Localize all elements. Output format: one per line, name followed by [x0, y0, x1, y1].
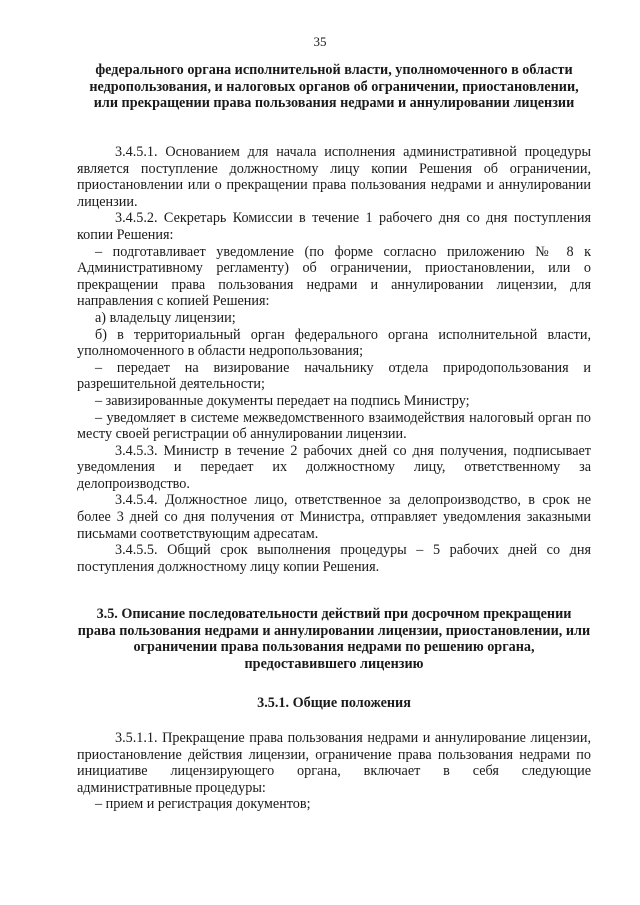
subsection-heading — [77, 695, 591, 712]
section-heading-3-5 — [77, 606, 591, 672]
paragraph: – передает на визирование начальнику отдела природопользования и разрешительной деятельности; — [77, 359, 591, 393]
heading-text: федерального органа исполнительной власти, уполномоченного в области недропользования, и налоговых органов об ограничении, приостановлении, или прекращении права пользования недрами и аннулировании лицензии — [89, 62, 579, 112]
paragraph: б) в территориальный орган федерального органа исполнительной власти, уполномоченного в области недропользования; — [77, 326, 591, 360]
procedure-paragraphs-3-5-1 — [77, 730, 591, 813]
paragraph: – подготавливает уведомление (по форме согласно приложению № 8 к Административному регламенту) об ограничении, приостановлении, или о прекращении права пользования недрами и аннулировании лицензии, для направления с копией Решения: — [77, 243, 591, 310]
paragraph: 3.4.5.2. Секретарь Комиссии в течение 1 рабочего дня со дня поступления копии Решения: — [77, 210, 591, 243]
paragraph: – уведомляет в системе межведомственного взаимодействия налоговый орган по месту своей регистрации об аннулировании лицензии. — [77, 409, 591, 443]
paragraph: а) владельцу лицензии; — [95, 309, 236, 326]
section-heading-continued — [77, 62, 591, 112]
paragraph: 3.4.5.5. Общий срок выполнения процедуры – 5 рабочих дней со дня поступления должностному лицу копии Решения. — [77, 542, 591, 575]
paragraph: 3.5.1.1. Прекращение права пользования недрами и аннулирование лицензии, приостановление действия лицензии, ограничение права пользования недрами по инициативе лицензирующего органа, включает в себя следующие административные процедуры: — [77, 730, 591, 796]
paragraph: 3.4.5.4. Должностное лицо, ответственное за делопроизводство, в срок не более 3 дней со дня получения от Министра, отправляет уведомления заказными письмами соответствующим адресатам. — [77, 492, 591, 542]
paragraph: – завизированные документы передает на подпись Министру; — [95, 392, 470, 409]
paragraph: – прием и регистрация документов; — [95, 796, 311, 813]
procedure-paragraphs-3-4-5 — [77, 144, 591, 575]
paragraph: 3.4.5.3. Министр в течение 2 рабочих дней со дня получения, подписывает уведомления и передает их должностному лицу, ответственному за делопроизводство. — [77, 442, 591, 492]
subheading-text: 3.5.1. Общие положения — [257, 695, 411, 711]
page-number: 35 — [313, 34, 327, 49]
paragraph: 3.4.5.1. Основанием для начала исполнения административной процедуры является поступление должностному лицу копии Решения об ограничении, приостановлении или о прекращении права пользования недрами и аннулировании лицензии. — [77, 144, 591, 210]
heading-text: 3.5. Описание последовательности действий при досрочном прекращении права пользования недрами и аннулировании лицензии, приостановлении, или ограничении права пользования недрами по решению органа, предоставившего лицензию — [77, 606, 591, 672]
